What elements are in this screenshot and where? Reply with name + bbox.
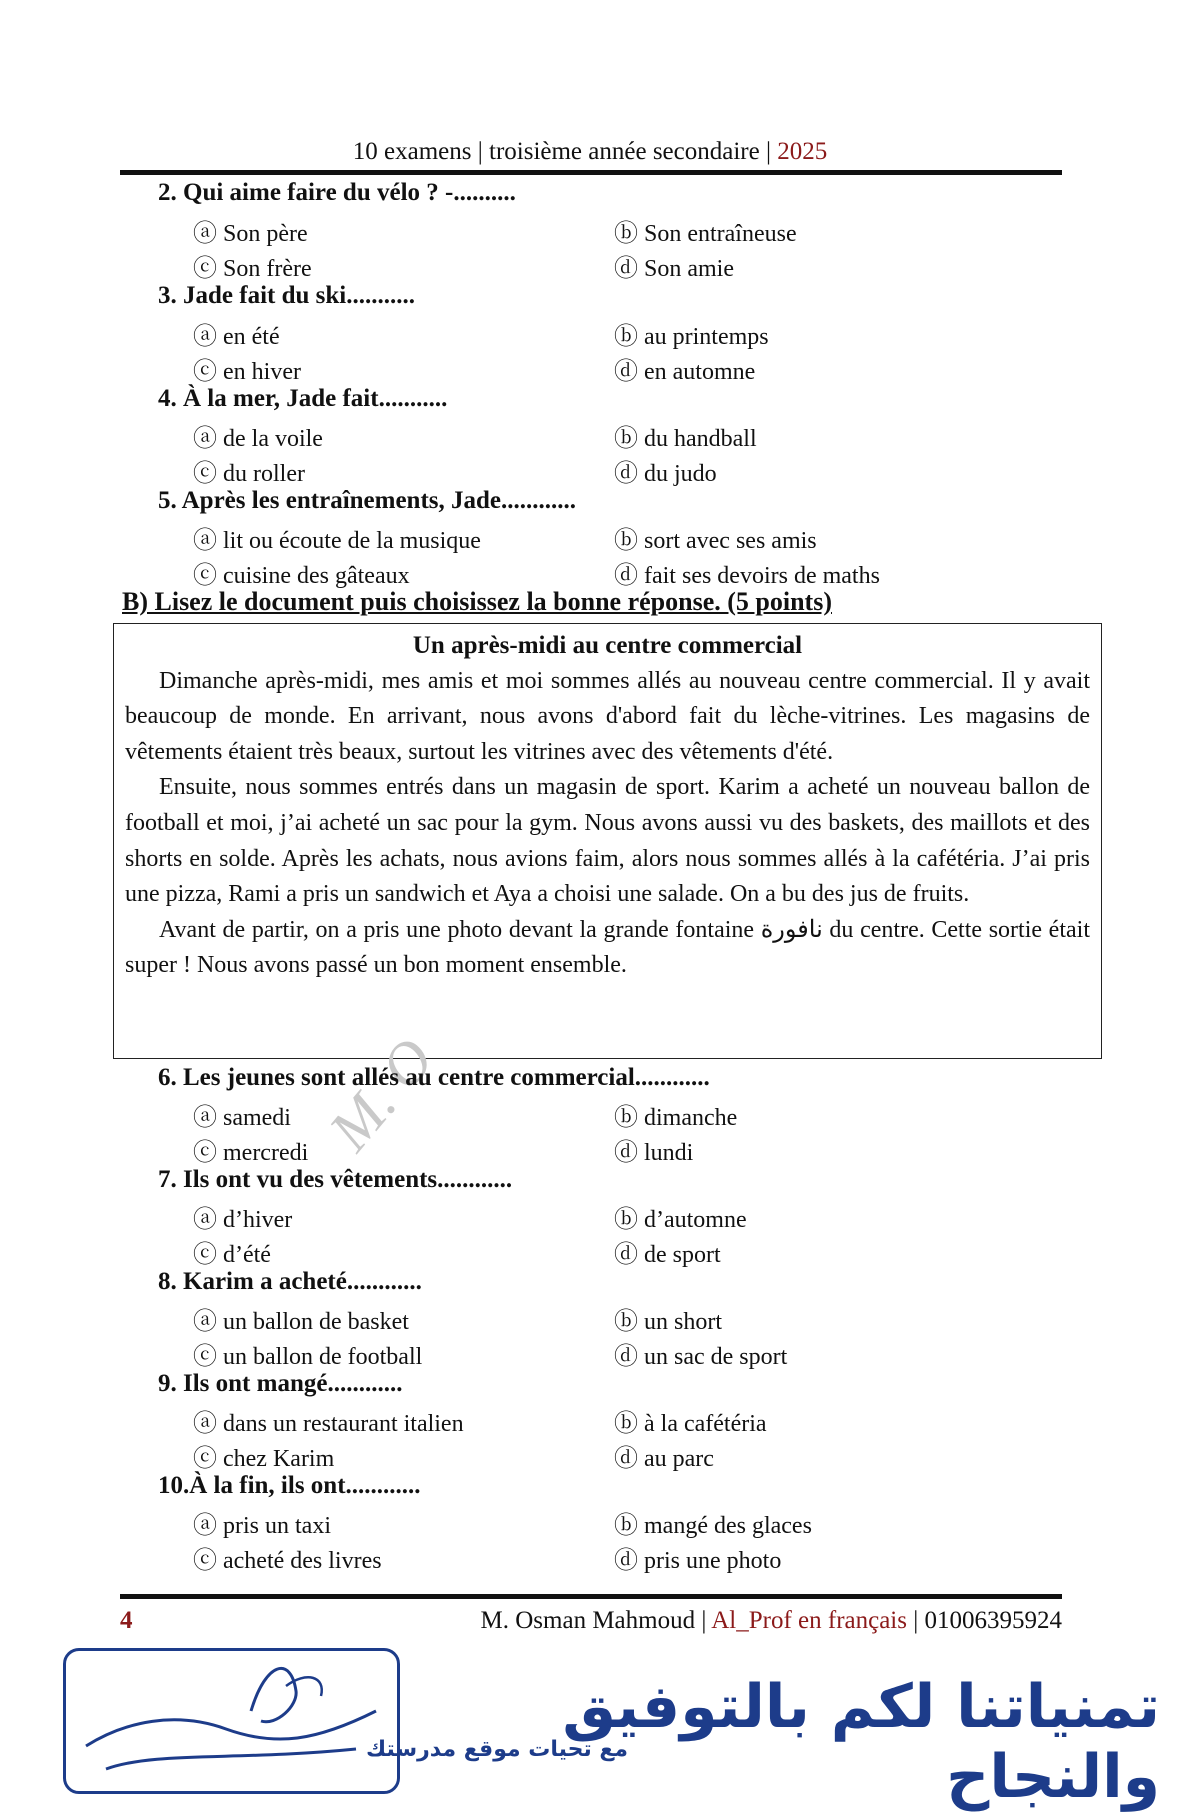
option-d: ⓓ du judo <box>614 461 717 487</box>
option-d: ⓓ lundi <box>614 1140 694 1166</box>
reading-text-box <box>113 623 1102 1059</box>
option-b: ⓑ du handball <box>614 426 757 452</box>
option-c: ⓒ Son frère <box>193 256 312 282</box>
footer-credit <box>481 1607 1062 1635</box>
option-d: ⓓ au parc <box>614 1446 714 1472</box>
text-title: Un après-midi au centre commercial <box>412 632 803 659</box>
question-5: 5. Après les entraînements, Jade............ <box>158 487 577 514</box>
option-d: ⓓ de sport <box>614 1242 721 1268</box>
watermark: M. O <box>316 1025 447 1163</box>
question-3: 3. Jade fait du ski........... <box>158 282 415 309</box>
footer-phone: | 01006395924 <box>906 1607 1062 1634</box>
option-c: ⓒ mercredi <box>193 1140 309 1166</box>
stamp-text: مع تحيات موقع مدرستك <box>366 1737 629 1762</box>
option-a: ⓐ lit ou écoute de la musique <box>193 528 481 554</box>
option-c: ⓒ d’été <box>193 1242 271 1268</box>
option-d: ⓓ Son amie <box>614 256 734 282</box>
option-b: ⓑ dimanche <box>614 1105 738 1131</box>
question-2: 2. Qui aime faire du vélo ? -.......... <box>158 179 516 206</box>
school-site-stamp <box>63 1648 629 1794</box>
option-c: ⓒ du roller <box>193 461 305 487</box>
option-b: ⓑ au printemps <box>614 324 769 350</box>
text-paragraph: Ensuite, nous sommes entrés dans un magasin de sport. Karim a acheté un nouveau ballon de football et moi, j’ai acheté un sac pour la gym. Nous avons aussi vu des baskets, des maillots et des shorts en solde. Après les achats, nous avions faim, alors nous sommes allés à la cafétéria. J’ai pris une pizza, Rami a pris un sandwich et Aya a choisi une salade. On a bu des jus de fruits. <box>125 774 1090 908</box>
option-d: ⓓ en automne <box>614 359 756 385</box>
option-b: ⓑ mangé des glaces <box>614 1513 812 1539</box>
section-b-instruction: B) Lisez le document puis choisissez la bonne réponse. (5 points) <box>122 587 832 616</box>
option-c: ⓒ cuisine des gâteaux <box>193 563 410 589</box>
option-a: ⓐ Son père <box>193 221 308 247</box>
question-10: 10.À la fin, ils ont............ <box>158 1472 421 1499</box>
option-b: ⓑ un short <box>614 1309 722 1335</box>
header-rule <box>120 170 1062 175</box>
option-c: ⓒ un ballon de football <box>193 1344 423 1370</box>
question-4: 4. À la mer, Jade fait........... <box>158 385 448 412</box>
option-b: ⓑ à la cafétéria <box>614 1411 767 1437</box>
option-d: ⓓ un sac de sport <box>614 1344 788 1370</box>
header-text: 10 examens | troisième année secondaire | <box>352 138 778 165</box>
header-year: 2025 <box>777 138 828 165</box>
option-a: ⓐ pris un taxi <box>193 1513 331 1539</box>
signature-scribble-icon <box>66 1651 629 1791</box>
page-number: 4 <box>120 1607 133 1634</box>
footer-author: M. Osman Mahmoud | <box>480 1607 712 1634</box>
option-c: ⓒ en hiver <box>193 359 301 385</box>
text-paragraph: Avant de partir, on a pris une photo devant la grande fontaine نافورة du centre. Cette sortie était super ! Nous avons passé un bon moment ensemble. <box>125 916 1090 979</box>
footer-rule <box>120 1594 1062 1599</box>
question-8: 8. Karim a acheté............ <box>158 1268 422 1295</box>
option-b: ⓑ sort avec ses amis <box>614 528 817 554</box>
option-d: ⓓ fait ses devoirs de maths <box>614 563 880 589</box>
option-a: ⓐ un ballon de basket <box>193 1309 409 1335</box>
option-a: ⓐ dans un restaurant italien <box>193 1411 464 1437</box>
page-header <box>120 138 1060 166</box>
question-7: 7. Ils ont vu des vêtements............ <box>158 1166 513 1193</box>
option-a: ⓐ d’hiver <box>193 1207 293 1233</box>
option-a: ⓐ en été <box>193 324 280 350</box>
footer-subject: Al_Prof en français <box>711 1607 907 1634</box>
option-c: ⓒ chez Karim <box>193 1446 335 1472</box>
question-6: 6. Les jeunes sont allés au centre commercial............ <box>158 1064 710 1091</box>
option-a: ⓐ samedi <box>193 1105 291 1131</box>
option-b: ⓑ Son entraîneuse <box>614 221 797 247</box>
option-b: ⓑ d’automne <box>614 1207 747 1233</box>
text-paragraph: Dimanche après-midi, mes amis et moi sommes allés au nouveau centre commercial. Il y avait beaucoup de monde. En arrivant, nous avons d'abord fait du lèche-vitrines. Les magasins de vêtements étaient très beaux, surtout les vitrines avec des vêtements d'été. <box>125 667 1090 765</box>
option-d: ⓓ pris une photo <box>614 1548 782 1574</box>
good-luck-message: تمنياتنا لكم بالتوفيق والنجاح <box>562 1672 1160 1812</box>
option-a: ⓐ de la voile <box>193 426 323 452</box>
option-c: ⓒ acheté des livres <box>193 1548 382 1574</box>
question-9: 9. Ils ont mangé............ <box>158 1370 403 1397</box>
